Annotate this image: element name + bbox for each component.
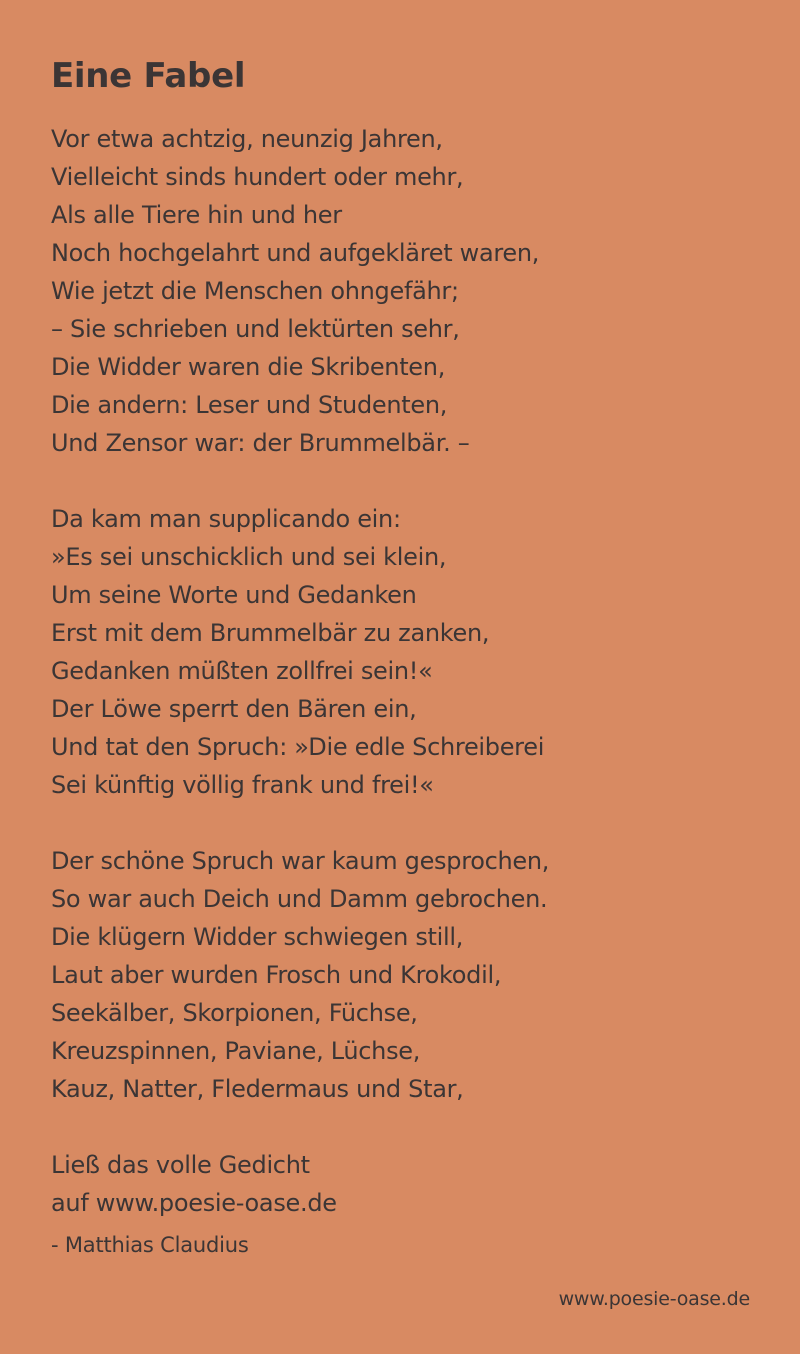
- poem-line: Kreuzspinnen, Paviane, Lüchse,: [51, 1037, 421, 1065]
- poem-line: Und Zensor war: der Brummelbär. –: [51, 429, 470, 457]
- notice-line: auf www.poesie-oase.de: [51, 1189, 337, 1217]
- poem-line: »Es sei unschicklich und sei klein,: [51, 543, 447, 571]
- poem-line: Noch hochgelahrt und aufgekläret waren,: [51, 239, 540, 267]
- poem-line: Die klügern Widder schwiegen still,: [51, 923, 464, 951]
- poem-line: Der schöne Spruch war kaum gesprochen,: [51, 847, 550, 875]
- poem-line: Erst mit dem Brummelbär zu zanken,: [51, 619, 490, 647]
- poem-line: Vielleicht sinds hundert oder mehr,: [51, 163, 464, 191]
- poem-line: Vor etwa achtzig, neunzig Jahren,: [51, 125, 443, 153]
- poem-line: Sei künftig völlig frank und frei!«: [51, 771, 434, 799]
- poem-page: [51, 52, 771, 1260]
- poem-line: Und tat den Spruch: »Die edle Schreiberei: [51, 733, 545, 761]
- poem-line: Die Widder waren die Skribenten,: [51, 353, 446, 381]
- poem-title: Eine Fabel: [51, 56, 246, 96]
- full-poem-notice: [51, 1146, 771, 1222]
- poem-line: Der Löwe sperrt den Bären ein,: [51, 695, 417, 723]
- poem-line: Laut aber wurden Frosch und Krokodil,: [51, 961, 502, 989]
- poem-line: – Sie schrieben und lektürten sehr,: [51, 315, 460, 343]
- notice-line: Ließ das volle Gedicht: [51, 1151, 310, 1179]
- stanza-2: [51, 500, 771, 804]
- stanza-1: [51, 120, 771, 462]
- stanza-3: [51, 842, 771, 1108]
- poem-line: Seekälber, Skorpionen, Füchse,: [51, 999, 418, 1027]
- poem-line: So war auch Deich und Damm gebrochen.: [51, 885, 548, 913]
- poem-line: Gedanken müßten zollfrei sein!«: [51, 657, 433, 685]
- poem-line: Da kam man supplicando ein:: [51, 505, 401, 533]
- poem-line: Wie jetzt die Menschen ohngefähr;: [51, 277, 459, 305]
- footer-url: www.poesie-oase.de: [558, 1288, 750, 1310]
- poem-line: Kauz, Natter, Fledermaus und Star,: [51, 1075, 464, 1103]
- poem-line: Als alle Tiere hin und her: [51, 201, 342, 229]
- poem-line: Die andern: Leser und Studenten,: [51, 391, 448, 419]
- poem-author: - Matthias Claudius: [51, 1233, 249, 1257]
- poem-line: Um seine Worte und Gedanken: [51, 581, 417, 609]
